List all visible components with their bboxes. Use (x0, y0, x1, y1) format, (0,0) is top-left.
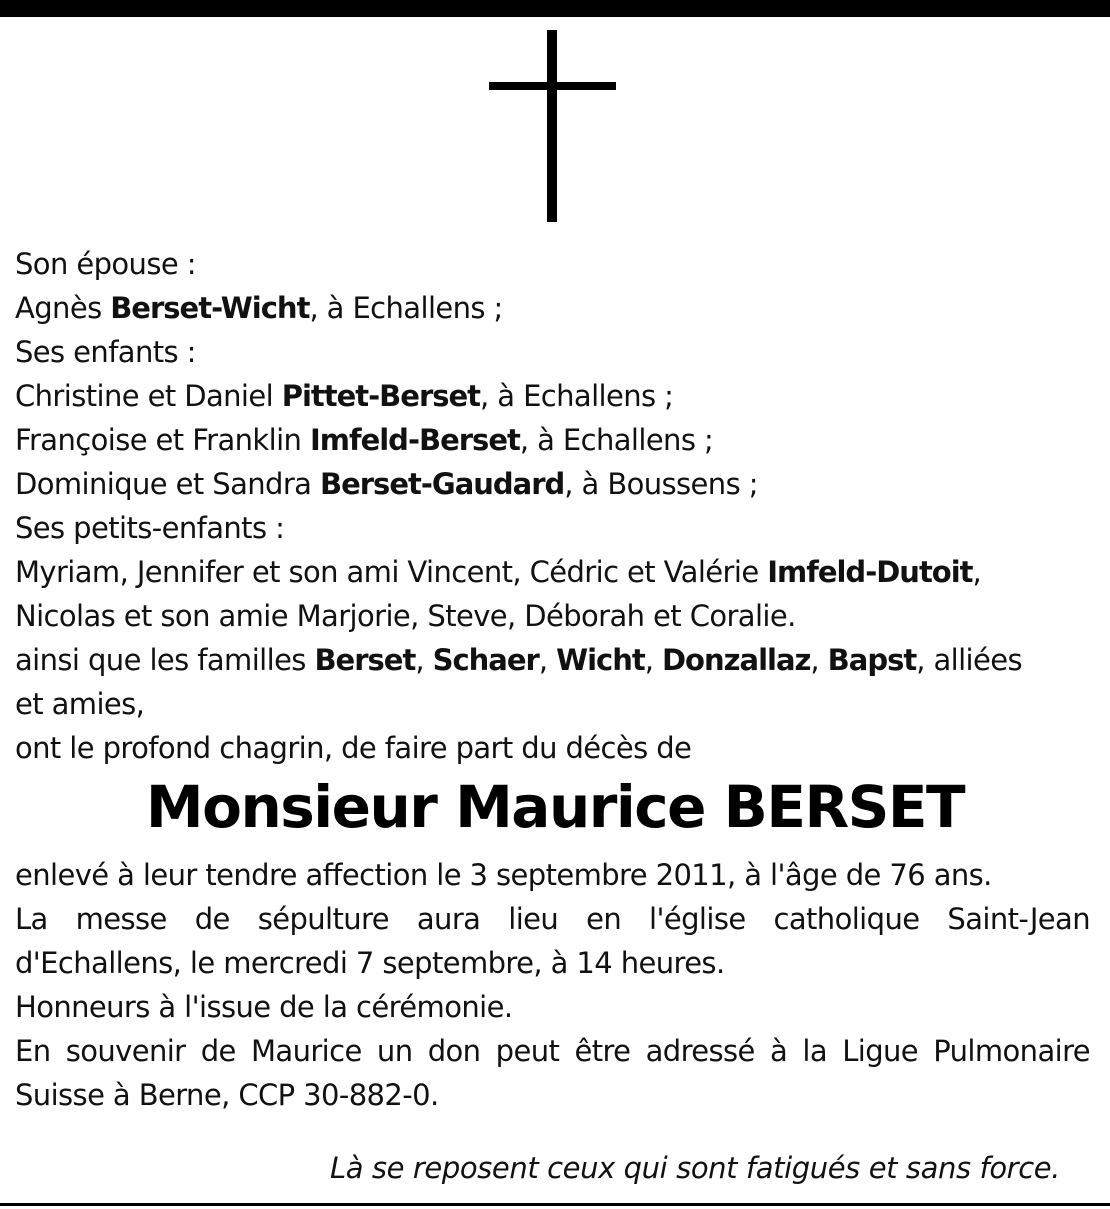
grandchildren-heading: Ses petits-enfants : (15, 511, 285, 545)
deceased-name-title: Monsieur Maurice BERSET (145, 773, 965, 841)
child-first-names: Françoise et Franklin (15, 423, 302, 457)
closing-quote: Là se reposent ceux qui sont fatigués et sans force. (329, 1151, 1060, 1185)
families-line: ainsi que les familles Berset, Schaer, Wicht, Donzallaz, Bapst, alliées (15, 643, 1022, 677)
spouse-line (15, 286, 1090, 330)
details-section (15, 853, 1090, 1117)
child-first-names: Dominique et Sandra (15, 467, 312, 501)
family-name: Donzallaz (661, 643, 811, 677)
child-line (15, 418, 1090, 462)
families-line-continued: et amies, (15, 687, 145, 721)
grandchildren-surname: Imfeld-Dutoit (767, 555, 973, 589)
child-place: , à Boussens ; (564, 467, 758, 501)
family-name: Berset (314, 643, 416, 677)
spouse-surname: Berset-Wicht (110, 291, 310, 325)
child-place: , à Echallens ; (519, 423, 714, 457)
honours-line: Honneurs à l'issue de la cérémonie. (15, 990, 513, 1024)
mass-line: La messe de sépulture aura lieu en l'église catholique Saint-Jean (15, 902, 1090, 936)
mass-line: d'Echallens, le mercredi 7 septembre, à 14 heures. (15, 946, 725, 980)
cross-icon (489, 30, 616, 222)
child-line (15, 462, 1090, 506)
child-surname: Imfeld-Berset (309, 423, 520, 457)
bottom-border-rule (0, 1203, 1110, 1206)
grandchildren-names: Myriam, Jennifer et son ami Vincent, Cédric et Valérie (15, 555, 759, 589)
family-name: Schaer (432, 643, 539, 677)
families-suffix: , alliées (916, 643, 1022, 677)
death-line: enlevé à leur tendre affection le 3 septembre 2011, à l'âge de 76 ans. (15, 858, 992, 892)
spouse-heading: Son épouse : (15, 247, 196, 281)
family-section (15, 242, 1090, 770)
top-border-rule (0, 0, 1110, 17)
grandchildren-comma: , (972, 555, 982, 589)
child-line (15, 374, 1090, 418)
cross-horizontal-bar (489, 82, 616, 90)
donation-line: En souvenir de Maurice un don peut être adressé à la Ligue Pulmonaire (15, 1034, 1090, 1068)
child-place: , à Echallens ; (480, 379, 674, 413)
family-name: Bapst (827, 643, 917, 677)
family-name: Wicht (556, 643, 645, 677)
child-first-names: Christine et Daniel (15, 379, 274, 413)
child-surname: Pittet-Berset (281, 379, 481, 413)
grandchildren-line (15, 550, 1090, 594)
donation-line: Suisse à Berne, CCP 30-882-0. (15, 1078, 439, 1112)
spouse-place: , à Echallens ; (309, 291, 503, 325)
announcement-line: ont le profond chagrin, de faire part du décès de (15, 731, 692, 765)
children-heading: Ses enfants : (15, 335, 196, 369)
families-prefix: ainsi que les familles (15, 643, 306, 677)
grandchildren-line: Nicolas et son amie Marjorie, Steve, Déborah et Coralie. (15, 599, 796, 633)
cross-vertical-bar (547, 30, 557, 222)
spouse-first-name: Agnès (15, 291, 102, 325)
child-surname: Berset-Gaudard (319, 467, 565, 501)
